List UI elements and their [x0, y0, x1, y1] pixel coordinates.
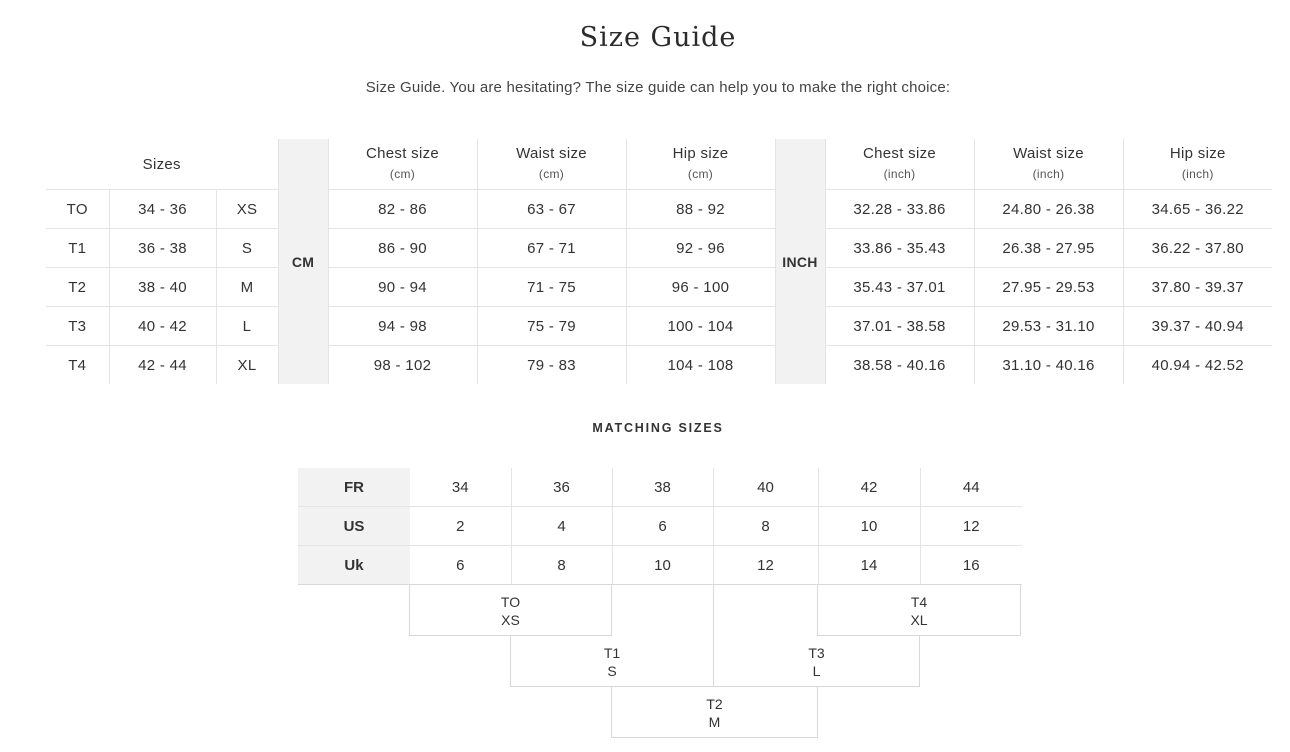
header-unit: (inch): [1181, 167, 1214, 181]
match-cell: 2: [410, 507, 511, 546]
match-cell: 34: [410, 468, 511, 507]
cm-unit-label: CM: [278, 139, 328, 384]
box-size-code: T3: [808, 645, 825, 661]
match-cell: 14: [818, 546, 920, 585]
hip-inch: 39.37 - 40.94: [1123, 307, 1272, 346]
table-row: [298, 546, 1022, 585]
page-title: Size Guide: [579, 22, 737, 53]
hip-inch: 37.80 - 39.37: [1123, 268, 1272, 307]
match-cell: 6: [612, 507, 713, 546]
table-row: [46, 190, 1272, 229]
hip-inch: 34.65 - 36.22: [1123, 190, 1272, 229]
header-name: Waist size: [1013, 145, 1084, 162]
box-size-code: T4: [910, 594, 928, 610]
sizes-header: Sizes: [46, 139, 278, 190]
size-code: TO: [46, 190, 109, 229]
header-unit: (inch): [883, 167, 916, 181]
header-name: Chest size: [366, 145, 440, 162]
divider: [713, 585, 714, 636]
size-fr: 38 - 40: [109, 268, 216, 307]
chest-cm: 86 - 90: [328, 229, 477, 268]
match-cell: 10: [818, 507, 920, 546]
match-cell: 12: [920, 507, 1022, 546]
match-cell: 6: [410, 546, 511, 585]
hip-cm: 104 - 108: [626, 346, 775, 385]
size-letter: S: [216, 229, 278, 268]
header-unit: (cm): [687, 167, 714, 181]
waist-inch: 24.80 - 26.38: [974, 190, 1123, 229]
size-box-t3: [713, 636, 920, 687]
waist-cm: 71 - 75: [477, 268, 626, 307]
table-row: [46, 268, 1272, 307]
header-waist-inch: [974, 139, 1123, 190]
size-letter: M: [216, 268, 278, 307]
waist-cm: 63 - 67: [477, 190, 626, 229]
box-size-letter: XS: [501, 612, 520, 628]
box-size-code: TO: [500, 594, 521, 610]
box-size-letter: S: [607, 663, 617, 679]
size-fr: 36 - 38: [109, 229, 216, 268]
size-box-t4: [817, 585, 1021, 636]
inch-unit-label: INCH: [775, 139, 825, 384]
size-fr: 42 - 44: [109, 346, 216, 385]
header-name: Hip size: [1169, 145, 1226, 162]
matching-sizes-title: MATCHING SIZES: [592, 421, 724, 435]
header-unit: (cm): [389, 167, 416, 181]
size-fr: 34 - 36: [109, 190, 216, 229]
box-size-letter: XL: [910, 612, 928, 628]
waist-inch: 26.38 - 27.95: [974, 229, 1123, 268]
hip-inch: 40.94 - 42.52: [1151, 356, 1244, 374]
waist-inch: 31.10 - 40.16: [974, 346, 1123, 385]
table-row: [46, 346, 1272, 385]
table-row: [46, 229, 1272, 268]
header-name: Hip size: [672, 145, 729, 162]
header-chest-inch: [825, 139, 974, 190]
waist-inch: 27.95 - 29.53: [974, 268, 1123, 307]
header-hip-cm: [626, 139, 775, 190]
size-box-to: [409, 585, 612, 636]
size-code: T3: [46, 307, 109, 346]
size-letter: XS: [216, 190, 278, 229]
size-code: T4: [46, 346, 109, 385]
waist-cm: 79 - 83: [477, 346, 626, 385]
size-letter: L: [216, 307, 278, 346]
header-name: Chest size: [863, 145, 937, 162]
match-cell: 36: [511, 468, 612, 507]
match-cell: 12: [713, 546, 818, 585]
match-cell: 44: [920, 468, 1022, 507]
box-size-letter: L: [812, 663, 821, 679]
size-code: T2: [46, 268, 109, 307]
match-cell: 4: [511, 507, 612, 546]
header-unit: (inch): [1032, 167, 1065, 181]
waist-cm: 67 - 71: [477, 229, 626, 268]
match-cell: 16: [920, 546, 1022, 585]
table-row: [46, 307, 1272, 346]
match-cell: 10: [612, 546, 713, 585]
match-cell: 38: [612, 468, 713, 507]
row-label-fr: FR: [298, 468, 410, 507]
row-label-us: US: [298, 507, 410, 546]
match-cell: 8: [713, 507, 818, 546]
match-cell: 8: [511, 546, 612, 585]
box-size-letter: M: [708, 714, 721, 730]
size-table-header: [46, 139, 1272, 190]
match-cell: 42: [818, 468, 920, 507]
chest-inch: 35.43 - 37.01: [825, 268, 974, 307]
chest-inch: 32.28 - 33.86: [825, 190, 974, 229]
chest-inch: 33.86 - 35.43: [825, 229, 974, 268]
waist-cm: 75 - 79: [477, 307, 626, 346]
hip-cm: 96 - 100: [626, 268, 775, 307]
header-chest-cm: [328, 139, 477, 190]
chest-inch: 37.01 - 38.58: [825, 307, 974, 346]
chest-cm: 94 - 98: [328, 307, 477, 346]
waist-inch: 29.53 - 31.10: [974, 307, 1123, 346]
header-waist-cm: [477, 139, 626, 190]
header-hip-inch: [1123, 139, 1272, 190]
header-unit: (cm): [538, 167, 565, 181]
chest-inch: 38.58 - 40.16: [825, 346, 974, 385]
hip-cm: 100 - 104: [626, 307, 775, 346]
size-box-t1: [510, 636, 714, 687]
page-subtitle: Size Guide. You are hesitating? The size guide can help you to make the right choice:: [365, 79, 951, 96]
chest-cm: 98 - 102: [328, 346, 477, 385]
table-row: [298, 468, 1022, 507]
size-letter: XL: [216, 346, 278, 385]
row-label-uk: Uk: [298, 546, 410, 585]
table-row: [298, 507, 1022, 546]
divider: [611, 585, 612, 636]
hip-inch: 36.22 - 37.80: [1123, 229, 1272, 268]
match-cell: 40: [713, 468, 818, 507]
box-size-code: T2: [706, 696, 723, 712]
size-fr: 40 - 42: [109, 307, 216, 346]
box-size-code: T1: [603, 645, 621, 661]
hip-cm: 88 - 92: [626, 190, 775, 229]
chest-cm: 90 - 94: [328, 268, 477, 307]
size-box-t2: [611, 687, 818, 738]
header-name: Waist size: [516, 145, 587, 162]
size-table: [46, 139, 1272, 384]
matching-sizes-table: [298, 468, 1022, 585]
hip-cm: 92 - 96: [626, 229, 775, 268]
size-code: T1: [46, 229, 109, 268]
chest-cm: 82 - 86: [328, 190, 477, 229]
